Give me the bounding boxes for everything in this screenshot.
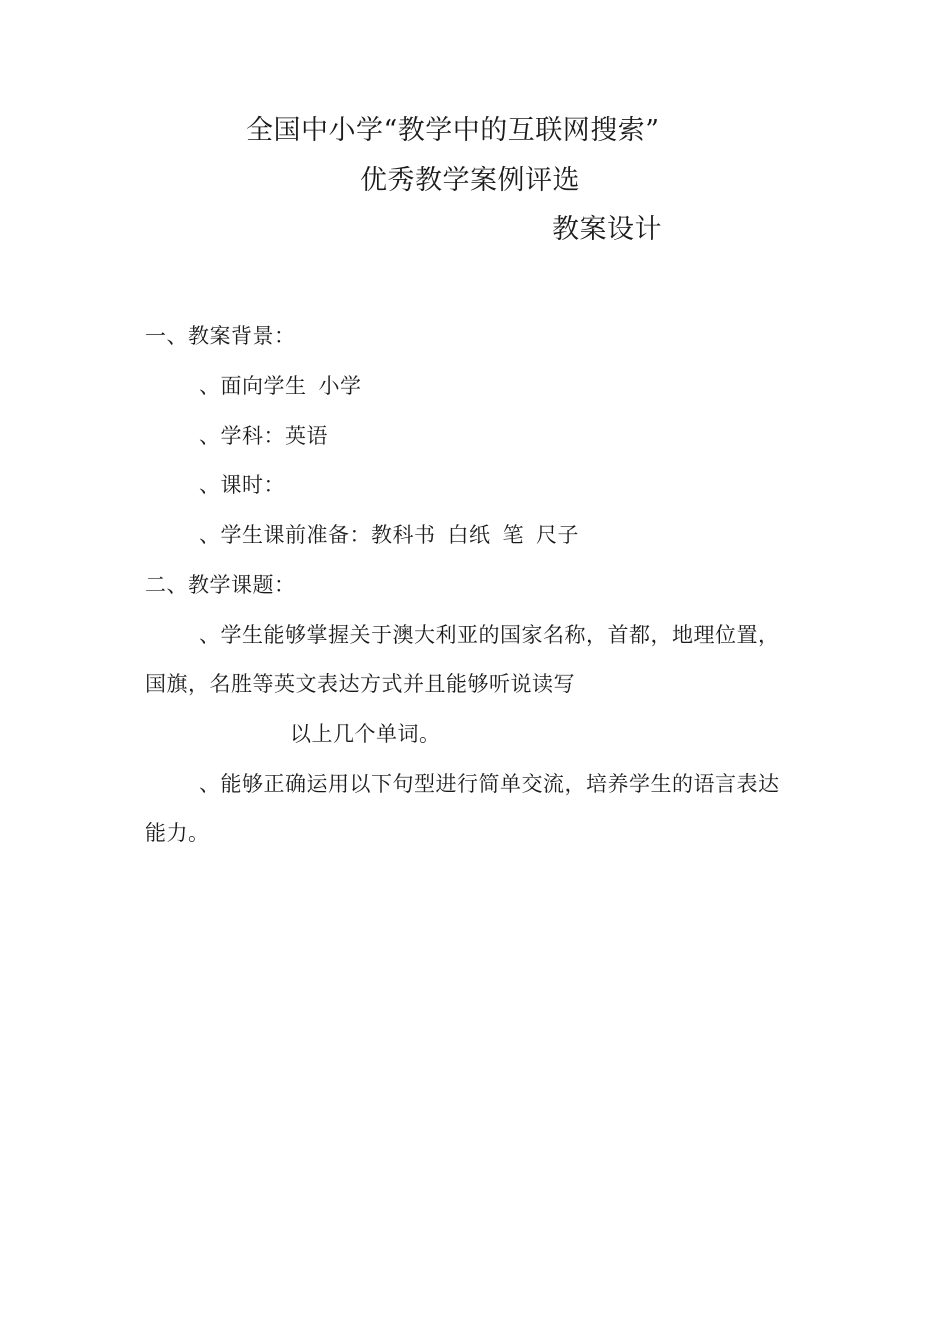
section-1-item-hours: 、课时： xyxy=(199,473,285,497)
material-paper: 白纸 xyxy=(447,523,491,547)
section-2-heading: 二、教学课题： xyxy=(145,573,296,597)
title-line-1: 全国中小学“教学中的互联网搜索” xyxy=(246,115,660,146)
section-2-para-1-line-1: 、学生能够掌握关于澳大利亚的国家名称，首都，地理位置， xyxy=(199,623,780,647)
section-2-para-1-line-2: 国旗，名胜等英文表达方式并且能够听说读写 xyxy=(145,672,575,696)
section-1-item-preparation xyxy=(199,521,579,549)
material-pen: 笔 xyxy=(502,523,524,547)
audience-label: 、面向学生 xyxy=(199,374,307,398)
preparation-label: 、学生课前准备：教科书 xyxy=(199,523,436,547)
title-line-3: 教案设计 xyxy=(552,214,662,245)
section-2-para-1-line-3: 以上几个单词。 xyxy=(290,722,441,746)
section-2-para-2-line-2: 能力。 xyxy=(145,821,210,845)
section-1-item-audience xyxy=(199,372,362,400)
section-1-heading: 一、教案背景： xyxy=(145,324,296,348)
section-2-para-2-line-1: 、能够正确运用以下句型进行简单交流，培养学生的语言表达 xyxy=(199,772,780,796)
section-1-item-subject: 、学科：英语 xyxy=(199,424,328,448)
material-ruler: 尺子 xyxy=(536,523,579,547)
title-line-2: 优秀教学案例评选 xyxy=(360,165,580,196)
audience-value: 小学 xyxy=(318,374,362,398)
